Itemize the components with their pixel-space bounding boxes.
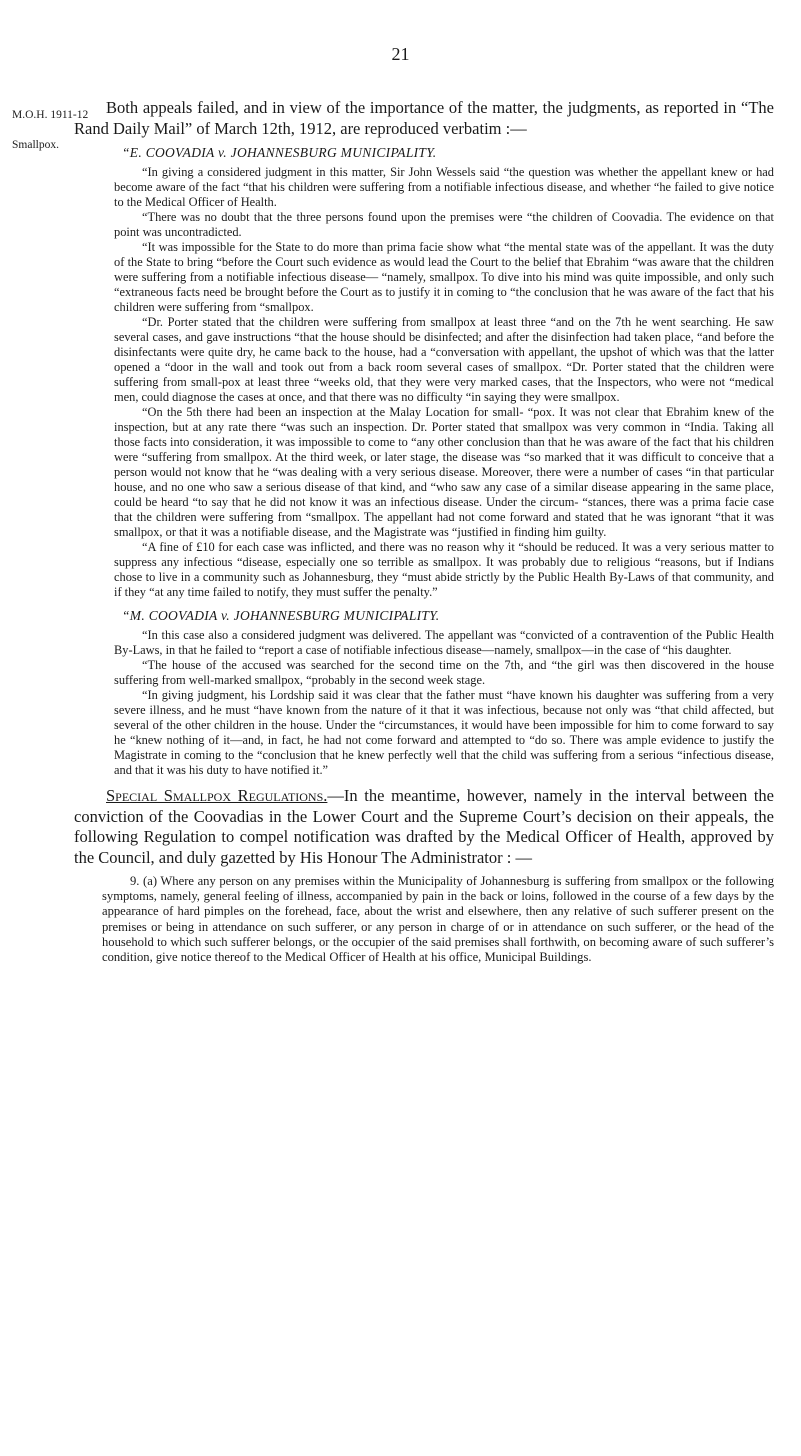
judgment-paragraph: “It was impossible for the State to do more than prima facie show what “the mental state was of the appellant. It was the duty of the State to bring “before the Court such evidence as would lead the Court to the belief that Ebrahim “was aware that the children were suffering from a notifiable infectious disease— “namely, smallpox. To dive into his mind was quite impossible, and only such “extraneous facts need be brought before the Court as to justify it in coming to “the conclusion that he was aware of the fact that his children were suffering from “smallpox. <box>114 240 774 314</box>
judgment-paragraph: “In giving a considered judgment in this matter, Sir John Wessels said “the question was whether the appellant knew or had become aware of the fact “that his children were suffering from a notifiable infectious disease, and whether “he failed to give notice to the Medical Officer of Health. <box>114 165 774 209</box>
judgment-paragraph: “On the 5th there had been an inspection at the Malay Location for small- “pox. It was not clear that Ebrahim knew of the inspection, but at any rate there “was such an inspection. Dr. Porter stated that smallpox was very common in “India. Taking all those facts into consideration, it was impossible to come to “any other conclusion than that he was aware of the fact that his children were “suffering from smallpox. At the third week, or later stage, the disease was “so marked that it was difficult to conceive that a person would not know that he “was dealing with a very serious disease. Moreover, there were a number of cases “in that particular house, and no one who saw a serious disease of that kind, and “who saw any case of a similar disease appearing in the same place, could be heard “to say that he did not know it was an infectious disease. Under the circum- “stances, there was a prima facie case that the children were suffering from “smallpox. The appellant had not come forward and stated that he was ignorant “that it was smallpox, or that it was a notifiable disease, and the Magistrate was “justified in finding him guilty. <box>114 405 774 539</box>
regulation-9a: 9. (a) Where any person on any premises within the Municipality of Johannesburg is suffering from smallpox or the following symptoms, namely, general feeling of illness, accompanied by pain in the back or loins, followed in the course of a few days by the appearance of hard pimples on the forehead, face, about the wrist and elsewhere, then any relative of such sufferer present on the premises or being in attendance on such sufferer, or any person in charge of or in attendance on such sufferer, or the head of the household to which such sufferer belongs, or the occupier of the said premises shall forthwith, on becoming aware of such sufferer’s condition, give notice thereof to the Medical Officer of Health at his office, Municipal Buildings. <box>102 874 774 965</box>
judgment-paragraph: “The house of the accused was searched for the second time on the 7th, and “the girl was then discovered in the house suffering from well-marked smallpox, “probably in the second week stage. <box>114 658 774 687</box>
judgment-paragraph: “In this case also a considered judgment was delivered. The appellant was “convicted of a contravention of the Public Health By-Laws, in that he failed to “report a case of notifiable infectious disease—namely, smallpox—in the case of “his daughter. <box>114 628 774 657</box>
case-title-e-coovadia: “E. COOVADIA v. JOHANNESBURG MUNICIPALITY. <box>122 145 437 160</box>
judgment-m-coovadia <box>74 628 774 778</box>
regulations-paragraph <box>74 786 774 868</box>
margin-note-topic: Smallpox. <box>12 139 59 151</box>
case-title-m-coovadia: “M. COOVADIA v. JOHANNESBURG MUNICIPALITY. <box>122 608 440 623</box>
regulations-text: —In the meantime, however, namely in the interval between the conviction of the Coovadias in the Lower Court and the Supreme Court’s decision on their appeals, the following Regulation to compel notification was drafted by the Medical Officer of Health, approved by the Council, and duly gazetted by His Honour The Administrator : — <box>74 786 774 867</box>
margin-note-report: M.O.H. 1911-12 <box>12 109 89 121</box>
judgment-paragraph: “A fine of £10 for each case was inflicted, and there was no reason why it “should be reduced. It was a very serious matter to suppress any infectious “disease, especially one so terrible as smallpox. It was probably due to religious “reasons, but if Indians chose to live in a community such as Johannesburg, they “must abide strictly by the Public Health By-Laws of that community, and if they “at any time failed to notify, they must suffer the penalty.” <box>114 540 774 599</box>
judgment-paragraph: “There was no doubt that the three persons found upon the premises were “the children of Coovadia. The evidence on that point was uncontradicted. <box>114 210 774 239</box>
page-content <box>74 98 774 965</box>
judgment-paragraph: “In giving judgment, his Lordship said it was clear that the father must “have known his daughter was suffering from a very severe illness, and he must “have known from the nature of it that it was infectious, because not only was “that child affected, but several of the other children in the house. Under the “circumstances, it would have been impossible for him to come forward to say he “knew nothing of it—and, in fact, he had not come forward and attempted to “do so. There was ample evidence to justify the Magistrate in coming to the “conclusion that he knew perfectly well that the child was suffering from a serious “infectious disease, and that it was his duty to have notified it.” <box>114 688 774 777</box>
judgment-e-coovadia <box>74 165 774 600</box>
regulations-heading: Special Smallpox Regulations. <box>106 786 328 805</box>
page-number: 21 <box>391 44 410 64</box>
judgment-paragraph: “Dr. Porter stated that the children were suffering from smallpox at least three “and on the 7th he went searching. He saw several cases, and gave instructions “that the house should be disinfected; and after the disinfection had taken place, “and before the disinfectants were quite dry, he came back to the house, had a “conversation with appellant, the upshot of which was that the latter opened a “door in the wall and took out from a back room several cases of smallpox. “Dr. Porter stated that the children were suffering from small-pox at least three “weeks old, that they were very marked cases, that the Inspectors, who were not “medical men, could diagnose the cases at once, and that there was no difficulty “in saying they were smallpox. <box>114 315 774 404</box>
intro-paragraph: Both appeals failed, and in view of the importance of the matter, the judgments, as reported in “The Rand Daily Mail” of March 12th, 1912, are reproduced verbatim :— <box>74 98 774 138</box>
